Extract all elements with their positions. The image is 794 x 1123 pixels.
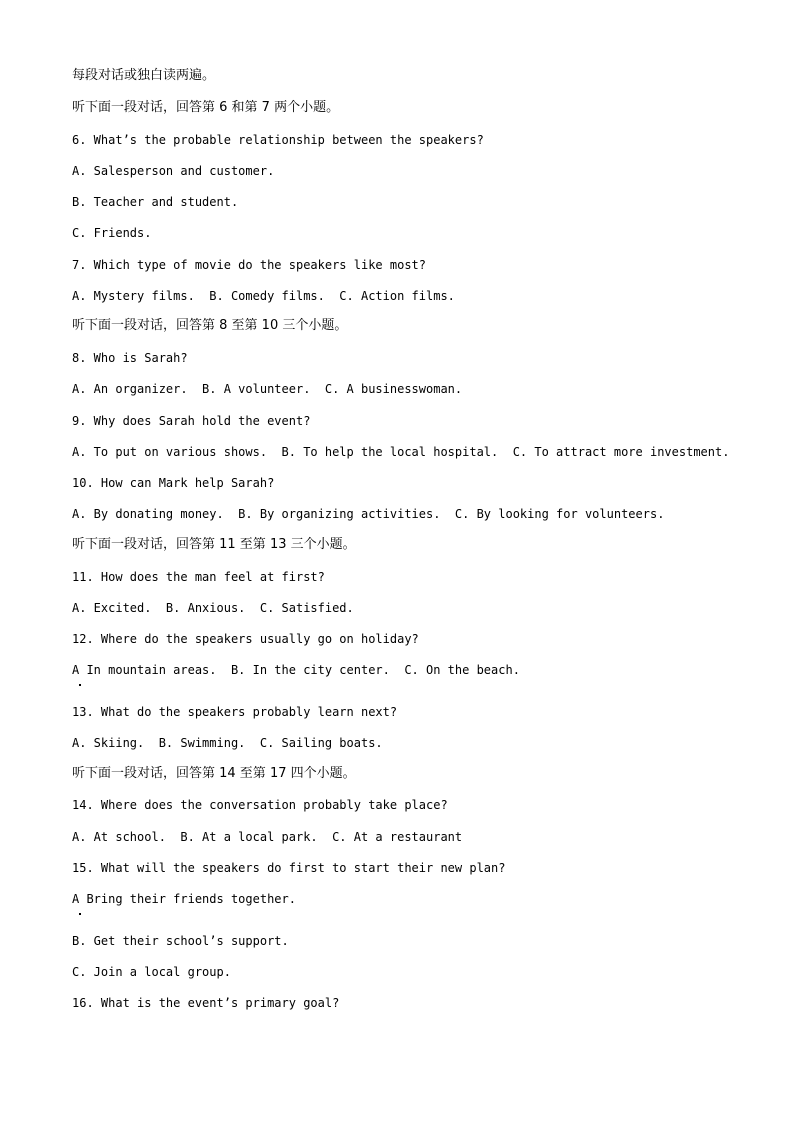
question-12: 12. Where do the speakers usually go on holiday? [72,632,419,646]
question-9: 9. Why does Sarah hold the event? [72,414,311,428]
section-instruction: 听下面一段对话，回答第 6 和第 7 两个小题。 [72,100,340,115]
q13-options: A. Skiing. B. Swimming. C. Sailing boats. [72,736,383,750]
q15-option-c: C. Join a local group. [72,965,231,979]
q15-option-b: B. Get their school’s support. [72,934,289,948]
question-10: 10. How can Mark help Sarah? [72,476,275,490]
q6-option-c: C. Friends. [72,226,152,240]
question-13: 13. What do the speakers probably learn next? [72,705,398,719]
stray-dot [79,684,81,686]
q6-option-a: A. Salesperson and customer. [72,164,275,178]
q11-options: A. Excited. B. Anxious. C. Satisfied. [72,601,354,615]
question-7: 7. Which type of movie do the speakers like most? [72,258,427,272]
question-6: 6. What’s the probable relationship between the speakers? [72,133,484,147]
instruction-text: 每段对话或独白读两遍。 [72,68,216,83]
q15-option-a: A Bring their friends together. [72,892,296,906]
q7-options: A. Mystery films. B. Comedy films. C. Action films. [72,289,455,303]
q14-options: A. At school. B. At a local park. C. At a restaurant [72,830,463,844]
q12-options: A In mountain areas. B. In the city center. C. On the beach. [72,663,520,677]
question-16: 16. What is the event’s primary goal? [72,996,340,1010]
question-11: 11. How does the man feel at first? [72,570,325,584]
section-instruction: 听下面一段对话，回答第 11 至第 13 三个小题。 [72,537,356,552]
stray-dot [79,913,81,915]
section-instruction: 听下面一段对话，回答第 8 至第 10 三个小题。 [72,318,348,333]
q8-options: A. An organizer. B. A volunteer. C. A businesswoman. [72,382,463,396]
section-instruction: 听下面一段对话，回答第 14 至第 17 四个小题。 [72,766,356,781]
q10-options: A. By donating money. B. By organizing activities. C. By looking for volunteers. [72,507,665,521]
question-14: 14. Where does the conversation probably take place? [72,798,448,812]
q6-option-b: B. Teacher and student. [72,195,239,209]
q9-options: A. To put on various shows. B. To help the local hospital. C. To attract more investment. [72,445,730,459]
question-15: 15. What will the speakers do first to start their new plan? [72,861,506,875]
question-8: 8. Who is Sarah? [72,351,188,365]
